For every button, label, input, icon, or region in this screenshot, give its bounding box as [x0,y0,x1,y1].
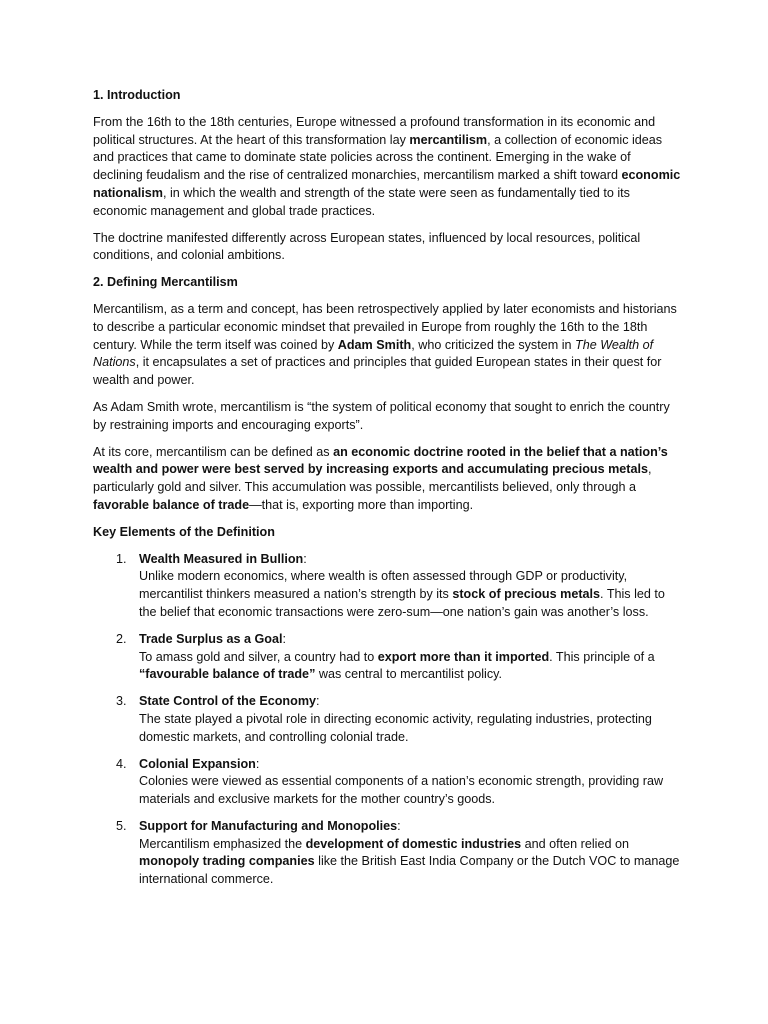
list-item [93,693,683,746]
section-heading-introduction: 1. Introduction [93,88,181,102]
paragraph: As Adam Smith wrote, mercantilism is “the system of political economy that sought to enrich the country by restraining imports and encouraging exports”. [93,399,670,432]
list-number: 4. [116,756,127,771]
list-item-title: Colonial Expansion: [139,756,260,771]
list-item-description: To amass gold and silver, a country had to export more than it imported. This principle of a “favourable balance of trade” was central to mercantilist policy. [139,649,655,682]
list-number: 5. [116,818,127,833]
list-item-title: State Control of the Economy: [139,694,320,709]
list-number: 1. [116,551,127,566]
paragraph: Mercantilism, as a term and concept, has been retrospectively applied by later economists and historians to describe a particular economic mindset that prevailed in Europe from roughly the 16th to the 18th century. While the term itself was coined by Adam Smith, who criticized the system in The Wealth of Nations, it encapsulates a set of practices and principles that guided European states in their quest for wealth and power. [93,301,677,388]
list-number: 3. [116,694,127,709]
document-body [93,87,683,898]
list-item [93,756,683,809]
section-heading-defining-mercantilism: 2. Defining Mercantilism [93,275,238,290]
list-item [93,551,683,622]
key-elements-list [93,551,683,890]
list-item [93,818,683,889]
paragraph: The doctrine manifested differently across European states, influenced by local resources, political conditions, and colonial ambitions. [93,230,641,263]
list-item-description: Mercantilism emphasized the development of domestic industries and often relied on monopoly trading companies like the British East India Company or the Dutch VOC to manage international commerce. [139,836,680,887]
list-number: 2. [116,631,127,646]
list-item-description: The state played a pivotal role in directing economic activity, regulating industries, protecting domestic markets, and controlling colonial trade. [139,711,652,744]
paragraph: From the 16th to the 18th centuries, Europe witnessed a profound transformation in its economic and political structures. At the heart of this transformation lay mercantilism, a collection of economic ideas and practices that came to dominate state policies across the continent. Emerging in the wake of declining feudalism and the rise of centralized monarchies, mercantilism marked a shift toward economic nationalism, in which the wealth and strength of the state were seen as fundamentally tied to its economic management and global trade practices. [93,114,681,218]
list-item-title: Trade Surplus as a Goal: [139,631,286,646]
list-item-description: Colonies were viewed as essential components of a nation’s economic strength, providing raw materials and exclusive markets for the mother country’s goods. [139,774,664,807]
list-item-description: Unlike modern economics, where wealth is often assessed through GDP or productivity, mercantilist thinkers measured a nation’s strength by its stock of precious metals. This led to the belief that economic transactions were zero-sum—one nation’s gain was another’s loss. [139,569,665,619]
paragraph: At its core, mercantilism can be defined as an economic doctrine rooted in the belief that a nation’s wealth and power were best served by increasing exports and accumulating precious metals, particularly gold and silver. This accumulation was possible, mercantilists believed, only through a favorable balance of trade—that is, exporting more than importing. [93,444,668,512]
list-item [93,631,683,684]
list-item-title: Wealth Measured in Bullion: [139,551,307,566]
list-item-title: Support for Manufacturing and Monopolies: [139,818,401,833]
key-elements-heading: Key Elements of the Definition [93,524,275,539]
